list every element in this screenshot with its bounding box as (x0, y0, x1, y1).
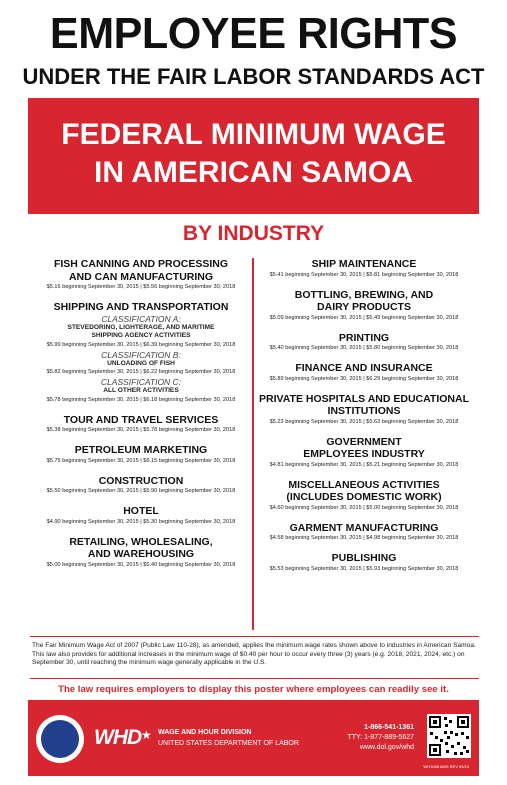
industry-rate: $4.58 beginning September 30, 2015 | $4.98 beginning September 30, 2018 (269, 535, 459, 541)
industry-rate: $5.16 beginning September 30, 2015 | $5.56 beginning September 30, 2018 (46, 284, 236, 290)
industry-name: GARMENT MANUFACTURING (289, 521, 439, 534)
industry-rate: $4.90 beginning September 30, 2015 | $5.30 beginning September 30, 2018 (46, 518, 236, 525)
industry-rate: $5.53 beginning September 30, 2015 | $5.93 beginning September 30, 2018 (269, 565, 459, 572)
industry-rate: $5.40 beginning September 30, 2015 | $5.80 beginning September 30, 2018 (269, 345, 459, 351)
industry-rate: $4.60 beginning September 30, 2015 | $5.00 beginning September 30, 2018 (269, 504, 459, 511)
industry-retailing (30, 536, 252, 570)
industry-name: AND WAREHOUSING (87, 548, 195, 560)
display-requirement-notice: The law requires employers to display this poster where employees can readily see it. (58, 684, 449, 695)
industry-shipping (30, 301, 252, 405)
industry-construction (30, 475, 252, 497)
classification-label: CLASSIFICATION B: (101, 349, 181, 360)
division-name: WAGE AND HOUR DIVISION (158, 729, 252, 736)
industry-misc (253, 479, 475, 513)
industry-name: EMPLOYEES INDUSTRY (303, 448, 425, 460)
industry-column-left (30, 258, 252, 570)
industry-name: SHIPPING AND TRANSPORTATION (53, 301, 229, 313)
contact-info (347, 723, 414, 753)
legal-note: The Fair Minimum Wage Act of 2007 (Public Law 110-28), as amended, applies the minimum wage rates shown above to industries in American Samoa. This law also provides for additional increases in the minimum wage of $0.40 per hour to occur every three (3) years (e.g. 2018, 2021, 2024, etc.) on September 30, until reaching the minimum wage generally applicable in the U.S. (32, 642, 476, 666)
industry-name: (INCLUDES DOMESTIC WORK) (286, 491, 442, 503)
industry-column-right (253, 258, 475, 574)
industry-fish-canning (30, 258, 252, 292)
industry-hospitals (253, 393, 475, 427)
classification-description: STEVEDORING, LIGHTERAGE, AND MARITIME (67, 323, 215, 331)
whd-logo: WHD (94, 726, 142, 749)
industry-rate: $5.82 beginning September 30, 2015 | $6.22 beginning September 30, 2018 (46, 369, 236, 375)
industry-name: INSTITUTIONS (327, 405, 401, 417)
industry-name: AND CAN MANUFACTURING (68, 270, 214, 283)
industry-garment (253, 522, 475, 544)
department-name: UNITED STATES DEPARTMENT OF LABOR (158, 740, 299, 747)
tty-number: TTY: 1-877-889-5627 (347, 734, 414, 741)
industry-printing (253, 332, 475, 354)
note-top-rule (30, 636, 479, 637)
industry-hotel (30, 505, 252, 527)
banner-line-2: IN AMERICAN SAMOA (94, 156, 413, 189)
industry-rate: $5.38 beginning September 30, 2015 | $5.78 beginning September 30, 2018 (46, 427, 236, 433)
industry-rate: $5.50 beginning September 30, 2015 | $5.90 beginning September 30, 2018 (46, 488, 236, 494)
classification-label: CLASSIFICATION C: (100, 377, 182, 387)
banner-line-1: FEDERAL MINIMUM WAGE (61, 118, 446, 151)
classification-description: ALL OTHER ACTIVITIES (103, 387, 179, 394)
form-code: WH1088 AMS REV 09/15 (423, 764, 469, 769)
industry-name: PUBLISHING (331, 552, 397, 564)
poster-subtitle: UNDER THE FAIR LABOR STANDARDS ACT (22, 64, 485, 89)
industry-finance (253, 362, 475, 384)
industry-name: SHIP MAINTENANCE (311, 258, 417, 270)
industry-name: RETAILING, WHOLESALING, (69, 535, 213, 548)
poster-title: EMPLOYEE RIGHTS (49, 9, 458, 58)
industry-rate: $5.09 beginning September 30, 2015 | $5.49 beginning September 30, 2018 (269, 314, 459, 321)
industry-name: PETROLEUM MARKETING (74, 444, 208, 456)
footer-banner (28, 700, 479, 776)
note-bottom-rule (30, 678, 479, 679)
industry-ship-maintenance (253, 258, 475, 280)
industry-rate: $5.89 beginning September 30, 2015 | $6.29 beginning September 30, 2018 (269, 375, 459, 382)
star-icon: ★ (141, 728, 152, 742)
industry-rate: $5.99 beginning September 30, 2015 | $6.39 beginning September 30, 2018 (46, 341, 236, 348)
industry-rate: $5.78 beginning September 30, 2015 | $6.18 beginning September 30, 2018 (46, 396, 236, 403)
phone-number: 1-866-541-1361 (364, 724, 414, 731)
industry-name: PRINTING (338, 331, 390, 344)
industry-rate: $5.41 beginning September 30, 2015 | $5.81 beginning September 30, 2018 (269, 271, 459, 278)
minimum-wage-banner (28, 98, 479, 214)
industry-name: CONSTRUCTION (98, 474, 184, 487)
industry-rate: $5.00 beginning September 30, 2015 | $5.40 beginning September 30, 2018 (46, 561, 236, 568)
industry-government (253, 436, 475, 470)
industry-name: DAIRY PRODUCTS (317, 301, 411, 313)
section-heading: BY INDUSTRY (182, 222, 325, 245)
industry-name: PRIVATE HOSPITALS AND EDUCATIONAL (259, 392, 469, 405)
classification-label: CLASSIFICATION A: (101, 313, 181, 324)
industry-petroleum (30, 444, 252, 466)
industry-name: TOUR AND TRAVEL SERVICES (63, 413, 219, 426)
industry-bottling (253, 289, 475, 323)
industry-name: HOTEL (123, 505, 159, 517)
classification-description: UNLOADING OF FISH (107, 359, 175, 367)
classification-description: SHIPPING AGENCY ACTIVITIES (91, 332, 191, 339)
dol-seal-icon (36, 715, 84, 763)
industry-name: FISH CANNING AND PROCESSING (53, 258, 229, 270)
industry-tour-travel (30, 414, 252, 436)
qr-code-icon[interactable] (427, 714, 471, 758)
industry-name: FINANCE AND INSURANCE (295, 362, 433, 374)
industry-rate: $5.75 beginning September 30, 2015 | $6.15 beginning September 30, 2018 (46, 457, 236, 464)
industry-publishing (253, 552, 475, 574)
industry-rate: $5.23 beginning September 30, 2015 | $5.63 beginning September 30, 2018 (269, 418, 459, 425)
website-link[interactable]: www.dol.gov/whd (359, 744, 414, 751)
industry-name: MISCELLANEOUS ACTIVITIES (288, 478, 440, 491)
industry-name: BOTTLING, BREWING, AND (294, 288, 434, 301)
industry-name: GOVERNMENT (326, 435, 402, 448)
industry-rate: $4.81 beginning September 30, 2015 | $5.21 beginning September 30, 2018 (269, 461, 459, 468)
